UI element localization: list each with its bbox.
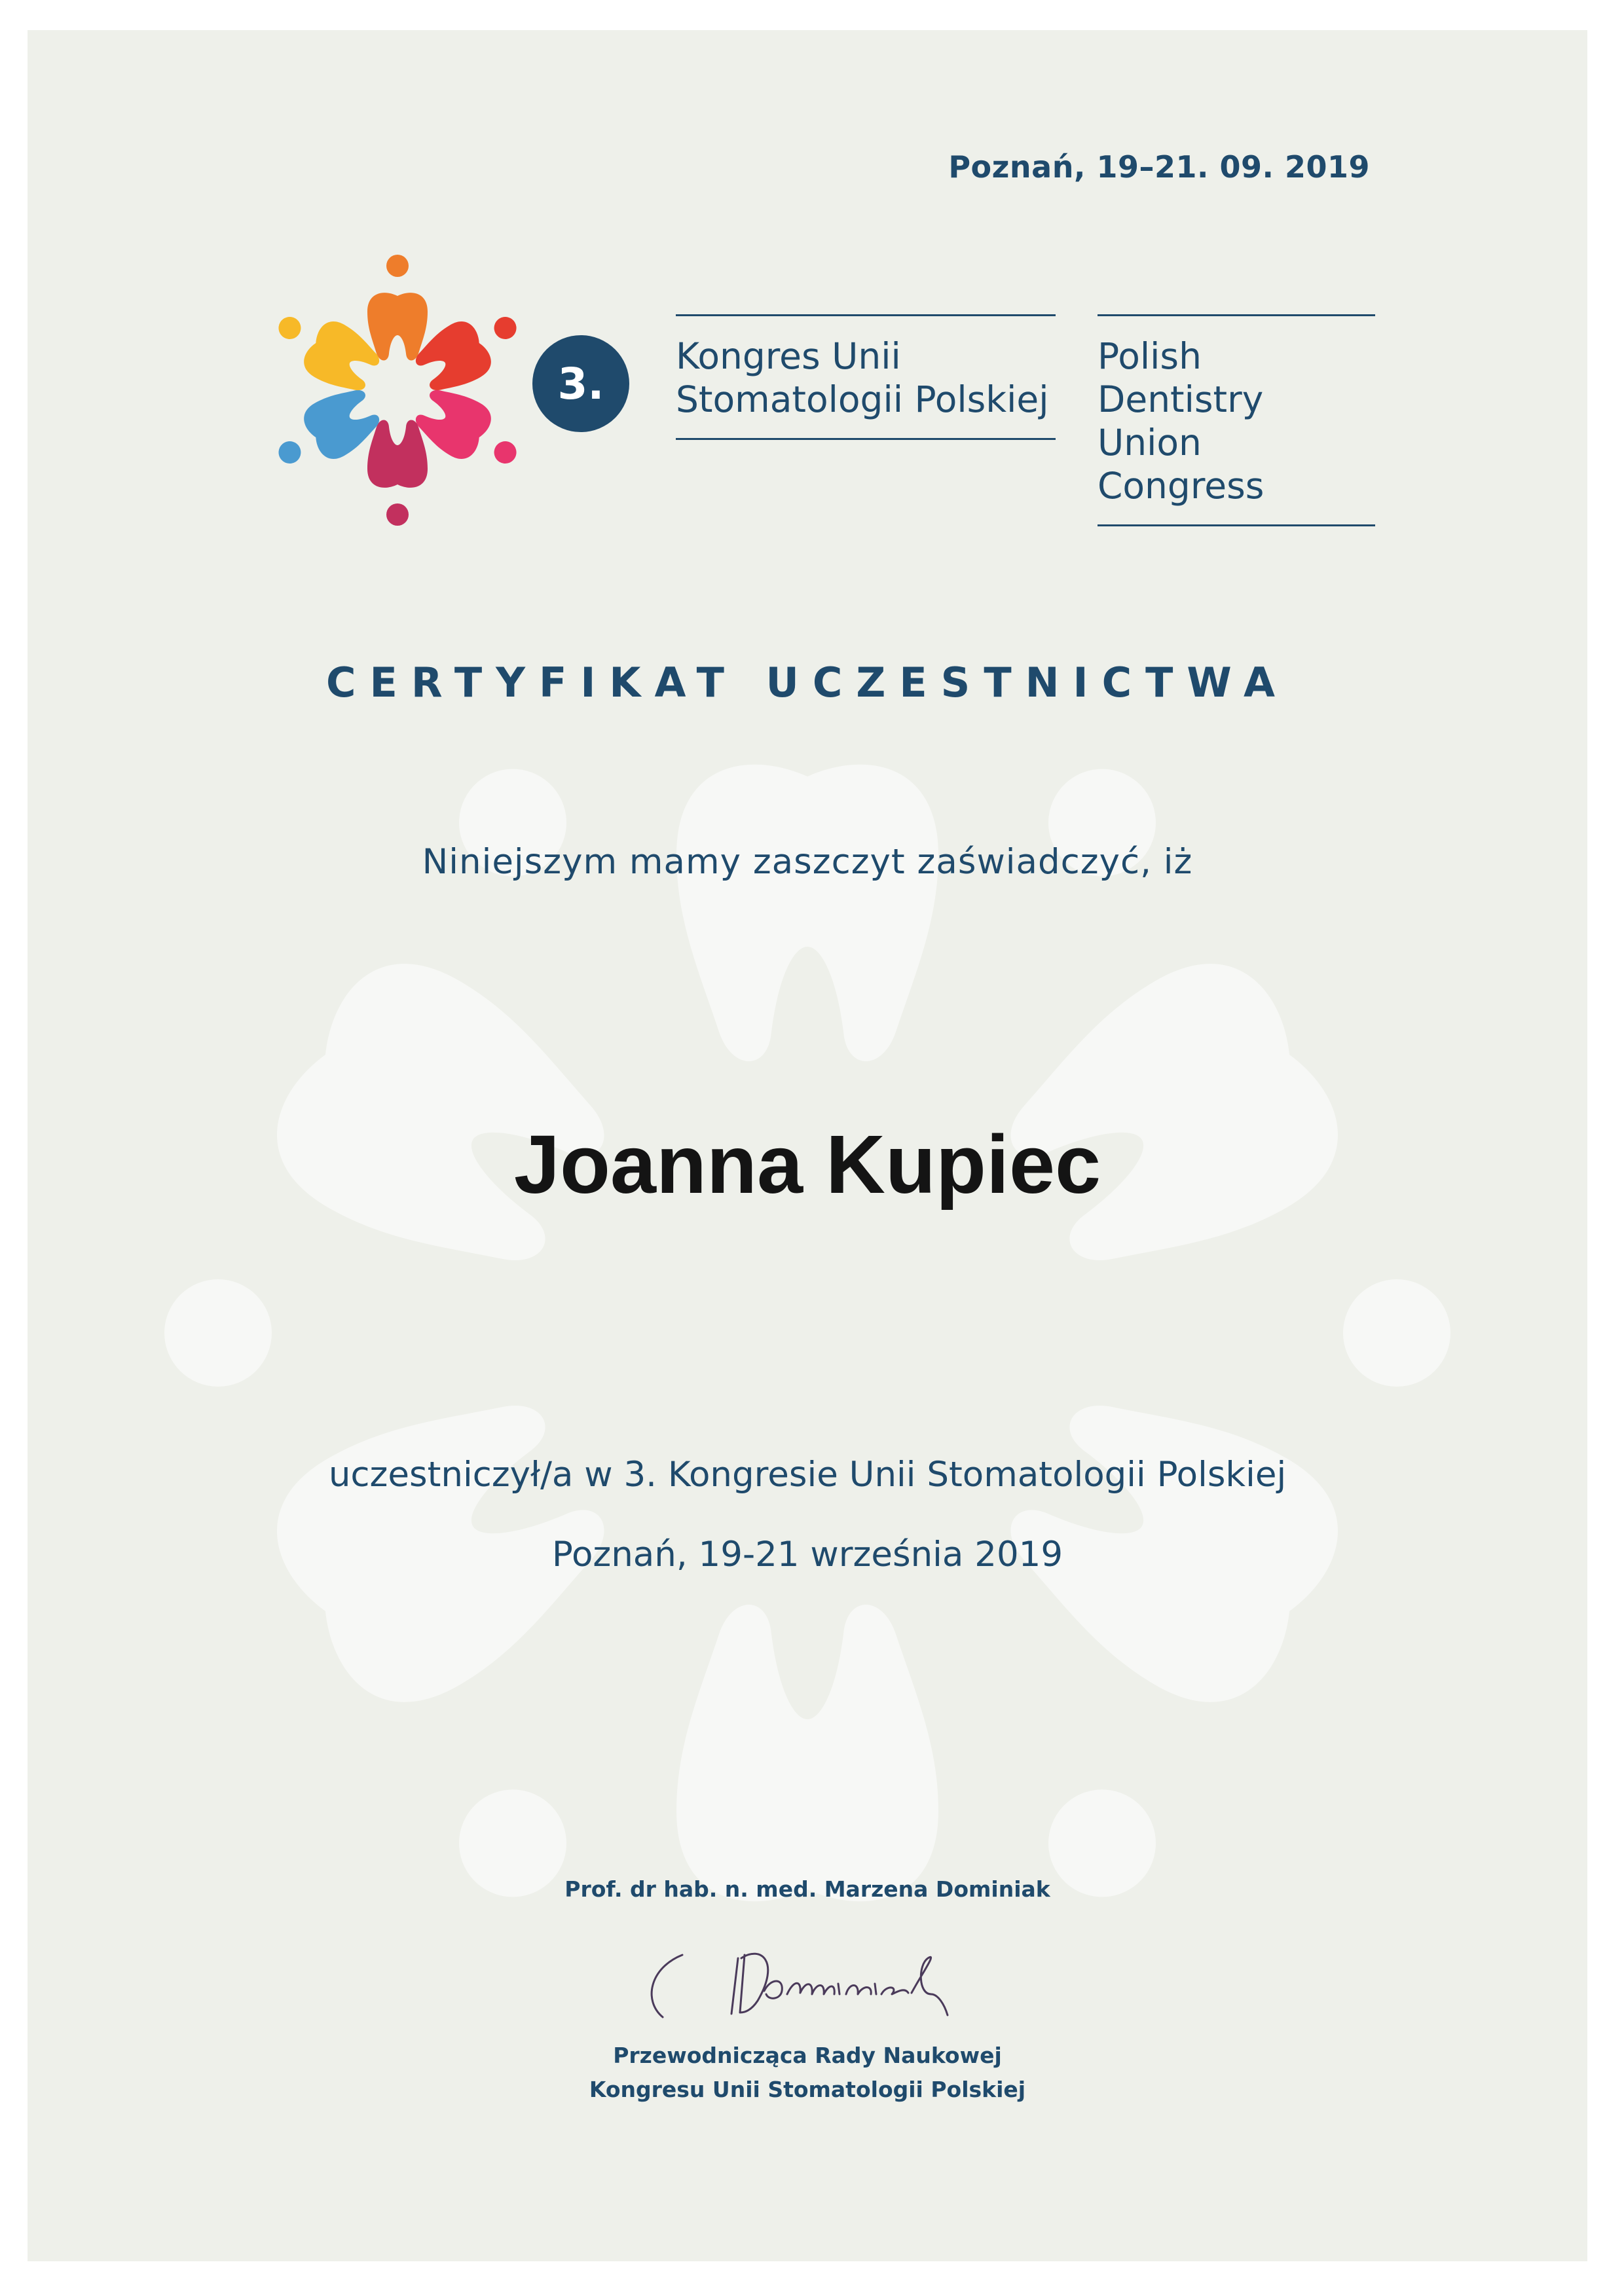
participation-statement: uczestniczył/a w 3. Kongresie Unii Stomatologii Polskiej (328, 1455, 1287, 1495)
congress-title-polish (676, 314, 1056, 440)
recipient-name: Joanna Kupiec (513, 1118, 1101, 1211)
tooth-flower-logo-icon (250, 227, 545, 554)
congress-title-english-line2: Union Congress (1098, 422, 1264, 507)
certificate-sheet (28, 30, 1587, 2261)
event-date-location: Poznań, 19-21 września 2019 (551, 1535, 1063, 1575)
congress-title-english-line1: Polish Dentistry (1098, 335, 1264, 420)
handwritten-signature (630, 1929, 997, 2040)
certificate-heading: CERTYFIKAT UCZESTNICTWA (326, 659, 1289, 706)
congress-title-english (1098, 314, 1375, 526)
certificate-intro: Niniejszym mamy zaszczyt zaświadczyć, iż (422, 842, 1193, 882)
signatory-role-line1: Przewodnicząca Rady Naukowej (613, 2043, 1002, 2068)
congress-title-polish-line1: Kongres Unii (676, 335, 901, 377)
congress-number-badge: 3. (532, 335, 629, 432)
congress-title-polish-line2: Stomatologii Polskiej (676, 378, 1049, 420)
signatory-role (28, 2039, 1587, 2107)
date-location: Poznań, 19–21. 09. 2019 (948, 149, 1370, 185)
signatory-name: Prof. dr hab. n. med. Marzena Dominiak (564, 1876, 1050, 1902)
signatory-role-line2: Kongresu Unii Stomatologii Polskiej (589, 2077, 1026, 2102)
